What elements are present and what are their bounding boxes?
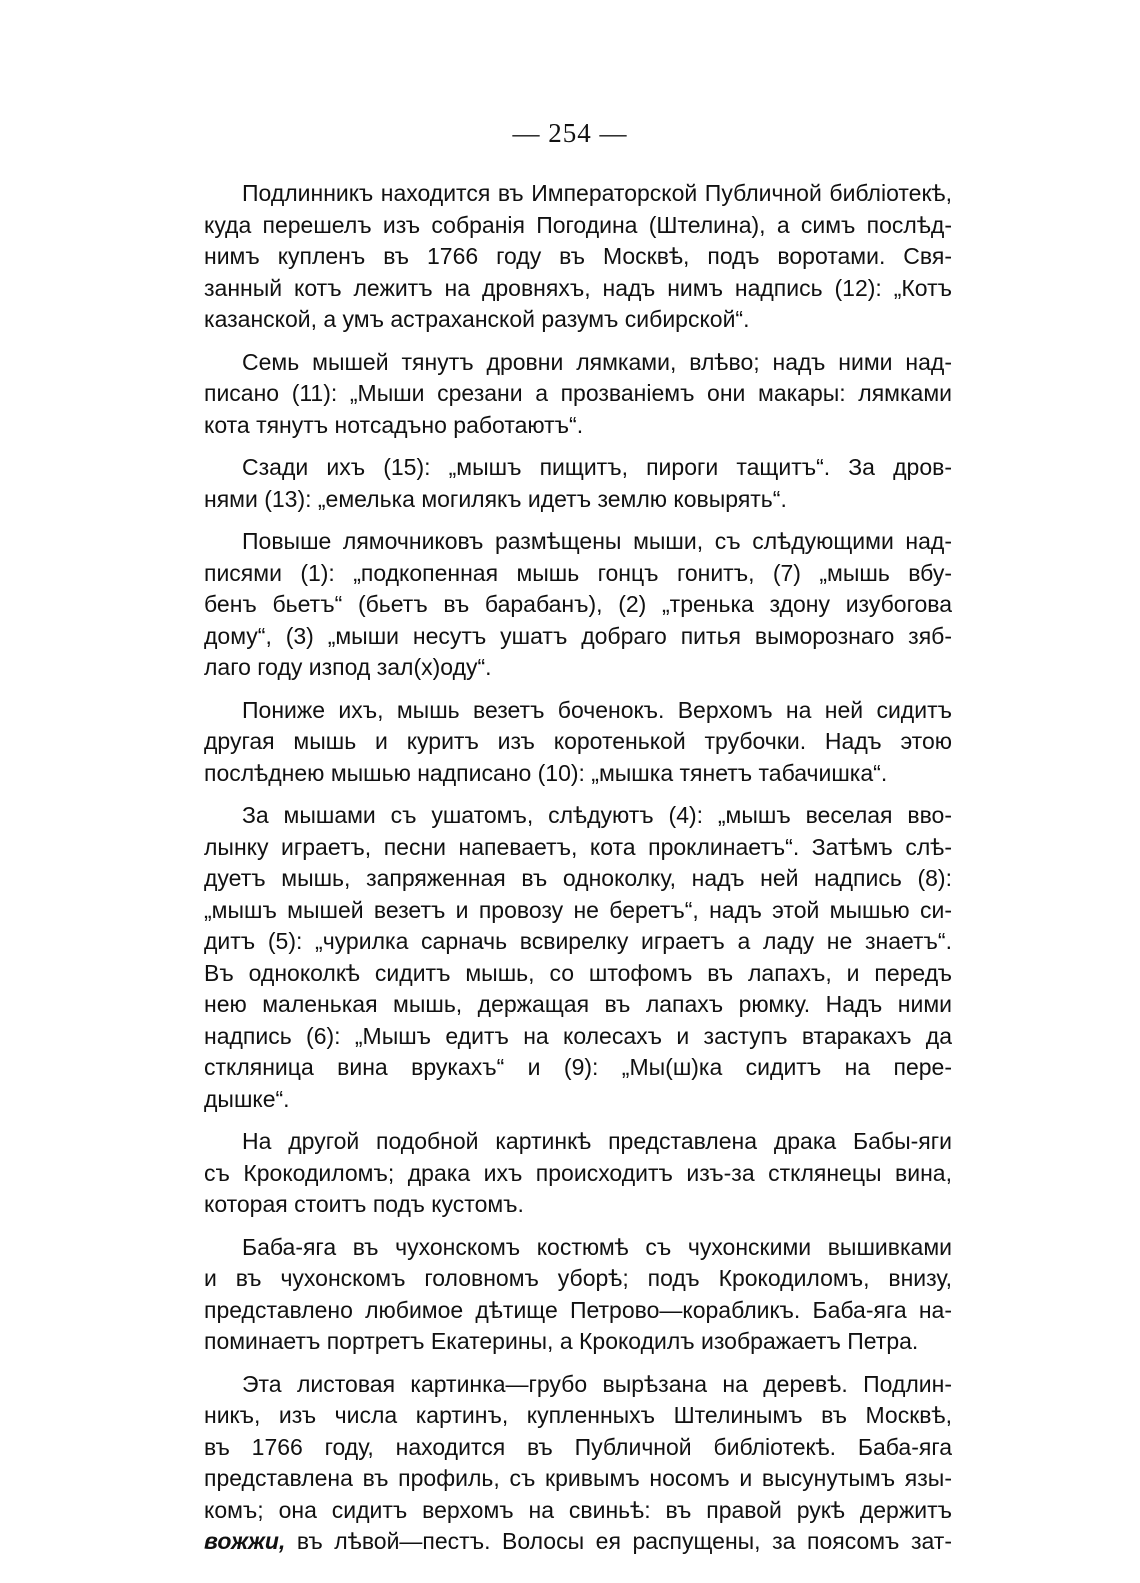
paragraph: [204, 1126, 952, 1221]
text-line: поминаетъ портретъ Екатерины, а Крокодилъ изображаетъ Петра.: [204, 1328, 919, 1354]
text-line: другая мышь и куритъ изъ коротенькой трубочки. Надъ этою: [204, 728, 952, 754]
text-line: [204, 1526, 952, 1558]
text-line: Эта листовая картинка—грубо вырѣзана на деревѣ. Подлин-: [242, 1370, 952, 1397]
text-line: Семь мышей тянутъ дровни лямками, влѣво; надъ ними над-: [242, 348, 952, 375]
italic-word: вожжи,: [204, 1528, 286, 1554]
text-line: представлено любимое дѣтище Петрово—корабликъ. Баба-яга на-: [204, 1296, 952, 1323]
text-line: въ 1766 году, находится въ Публичной библіотекѣ. Баба-яга: [204, 1433, 952, 1460]
text-line: комъ; она сидитъ верхомъ на свиньѣ: въ правой рукѣ держитъ: [204, 1496, 952, 1523]
text-line: куда перешелъ изъ собранія Погодина (Штелина), а симъ послѣд-: [204, 211, 952, 238]
body-text: [204, 178, 952, 1569]
paragraph: [204, 1232, 952, 1358]
text-line: Сзади ихъ (15): „мышъ пищитъ, пироги тащитъ“. За дров-: [242, 454, 952, 480]
text-line: дуетъ мышь, запряженная въ одноколку, надъ ней надпись (8):: [204, 865, 952, 891]
text-line: дышке“.: [204, 1085, 290, 1112]
text-line: занный котъ лежитъ на дровняхъ, надъ нимъ надпись (12): „Котъ: [204, 274, 952, 301]
text-line: Въ одноколкѣ сидитъ мышь, со штофомъ въ лапахъ, и передъ: [204, 959, 952, 986]
text-line: сткляница вина врукахъ“ и (9): „Мы(ш)ка сидитъ на пере-: [204, 1054, 952, 1080]
text-line: и въ чухонскомъ головномъ уборѣ; подъ Крокодиломъ, внизу,: [204, 1265, 952, 1291]
text-line: послѣднею мышью надписано (10): „мышка тянетъ табачишка“.: [204, 759, 888, 786]
text-line: съ Крокодиломъ; драка ихъ происходитъ изъ-за стклянецы вина,: [204, 1159, 952, 1186]
text-line: кота тянутъ нотсадъно работаютъ“.: [204, 411, 584, 438]
text-line: На другой подобной картинкѣ представлена драка Бабы-яги: [242, 1128, 952, 1154]
paragraph: [204, 347, 952, 442]
text-line: писями (1): „подкопенная мышь гонцъ гонитъ, (7) „мышь вбу-: [204, 559, 952, 586]
paragraph: [204, 695, 952, 790]
text-line: Повыше лямочниковъ размѣщены мыши, съ слѣдующими над-: [242, 528, 952, 554]
text-line: которая стоитъ подъ кустомъ.: [204, 1191, 524, 1217]
text-line: Баба-яга въ чухонскомъ костюмѣ съ чухонскими вышивками: [242, 1233, 952, 1260]
text-line: нимъ купленъ въ 1766 году въ Москвѣ, подъ воротами. Свя-: [204, 243, 952, 269]
paragraph: [204, 178, 952, 336]
text-line: лынку играетъ, песни напеваетъ, кота проклинаетъ“. Затѣмъ слѣ-: [204, 833, 952, 860]
text-line-rest: въ лѣвой—пестъ. Волосы ея распущены, за поясомъ зат-: [285, 1528, 952, 1554]
page-number: — 254 —: [512, 118, 628, 148]
text-line: представлена въ профиль, съ кривымъ носомъ и высунутымъ язы-: [204, 1465, 952, 1491]
text-line: Пониже ихъ, мышь везетъ боченокъ. Верхомъ на ней сидитъ: [242, 696, 952, 723]
text-line: дитъ (5): „чурилка сарначь всвирелку играетъ а ладу не знаетъ“.: [204, 928, 952, 954]
text-line: никъ, изъ числа картинъ, купленныхъ Штелинымъ въ Москвѣ,: [204, 1402, 952, 1428]
text-line: надпись (6): „Мышъ едитъ на колесахъ и заступъ втаракахъ да: [204, 1022, 952, 1049]
text-line: „мышъ мышей везетъ и провозу не беретъ“, надъ этой мышью си-: [204, 896, 952, 923]
text-line: лаго году изпод зал(х)оду“.: [204, 654, 492, 680]
text-line: нями (13): „емелька могилякъ идетъ землю ковырять“.: [204, 485, 787, 512]
paragraph: [204, 452, 952, 515]
paragraph: [204, 1369, 952, 1558]
paragraph: [204, 526, 952, 684]
text-line: бенъ бьетъ“ (бьетъ въ барабанъ), (2) „тренька здону изубогова: [204, 591, 952, 617]
text-line: За мышами съ ушатомъ, слѣдуютъ (4): „мышъ веселая вво-: [242, 802, 952, 828]
text-line: казанской, а умъ астраханской разумъ сибирской“.: [204, 306, 750, 332]
paragraph: [204, 800, 952, 1115]
text-line: Подлинникъ находится въ Императорской Публичной библіотекѣ,: [242, 180, 952, 206]
text-line: дому“, (3) „мыши несутъ ушатъ добраго питья выморознаго зяб-: [204, 622, 952, 649]
text-line: нею маленькая мышь, держащая въ лапахъ рюмку. Надъ ними: [204, 991, 952, 1017]
text-line: писано (11): „Мыши срезани а прозваніемъ они макары: лямками: [204, 380, 952, 406]
